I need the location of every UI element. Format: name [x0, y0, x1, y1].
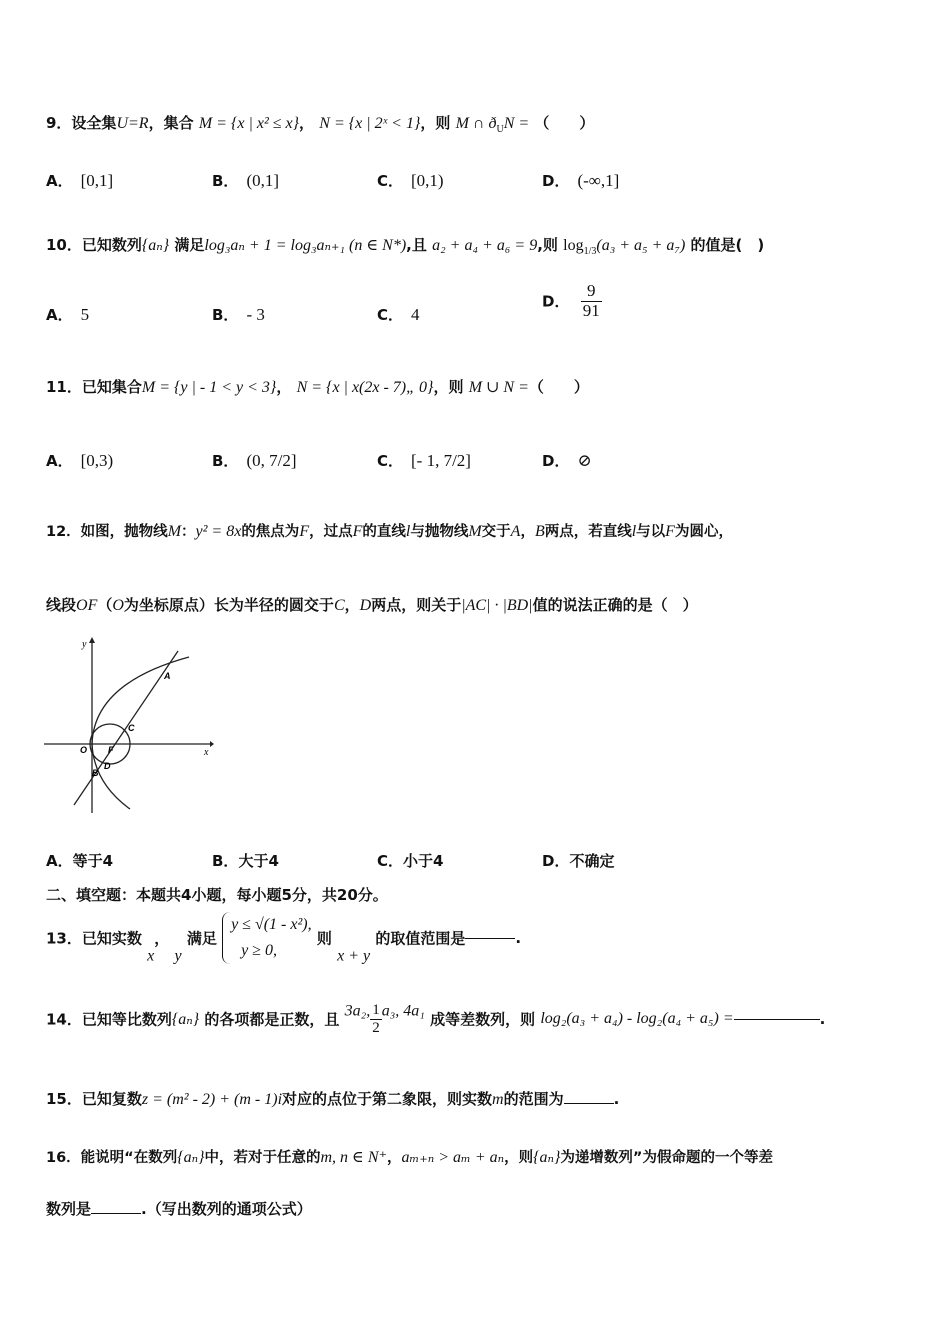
point-b-label: B: [92, 768, 99, 778]
q11-set-m: M = {y | - 1 < y < 3}: [141, 379, 277, 396]
q15-stem: 15．已知复数z = (m² - 2) + (m - 1)i对应的点位于第二象限，则实数m的范围为 .: [46, 1090, 620, 1108]
y-label: y: [82, 639, 87, 650]
line-l: [74, 651, 178, 805]
y-axis-arrow: [89, 637, 95, 643]
x-label: x: [204, 747, 209, 758]
q11-option-c[interactable]: C． [- 1, 7/2]: [377, 451, 471, 470]
q13-answer-blank[interactable]: [465, 938, 515, 939]
q10-option-c[interactable]: C． 4: [377, 305, 420, 324]
point-a-label: A: [164, 671, 171, 681]
fraction-half: $\frac{1}{2}$: [372, 1002, 380, 1036]
q16-answer-blank[interactable]: [91, 1213, 141, 1214]
q15-answer-blank[interactable]: [564, 1103, 614, 1104]
q15-complex: z = (m² - 2) + (m - 1)i: [141, 1091, 283, 1108]
section-heading: 二、填空题：本题共4小题，每小题5分，共20分。: [46, 886, 388, 904]
fraction: $\frac{9}{91}$: [582, 281, 600, 320]
q16-stem-line2: 数列是 .（写出数列的通项公式）: [46, 1200, 312, 1218]
q13-stem: 13．已知实数 x， y 满足 y ≤ √(1 - x²), y ≥ 0, 则 x + y 的取值范围是 .: [46, 912, 521, 966]
q11-set-n: N = {x | x(2x - 7)„ 0}: [296, 379, 434, 396]
q12-option-b[interactable]: B．大于4: [212, 852, 279, 870]
q13-system: y ≤ √(1 - x²), y ≥ 0,: [222, 912, 312, 964]
x-axis-arrow: [210, 741, 214, 747]
q12-stem-line2: 线段OF（O为坐标原点）长为半径的圆交于C，D两点，则关于|AC| · |BD|值的说法正确的是（ ）: [46, 596, 698, 614]
q12-option-d[interactable]: D．不确定: [542, 852, 615, 870]
q10-option-a[interactable]: A． 5: [46, 305, 90, 324]
q11-stem: 11．已知集合M = {y | - 1 < y < 3}， N = {x | x(2x - 7)„ 0}，则 M ∪ N =（ ）: [46, 378, 589, 396]
q12-option-a[interactable]: A．等于4: [46, 852, 114, 870]
point-c-label: C: [128, 723, 135, 733]
q11-option-b[interactable]: B． (0, 7/2]: [212, 451, 297, 470]
q16-stem-line1: 16．能说明“在数列{aₙ}中，若对于任意的m, n ∈ N⁺，aₘ₊ₙ > aₘ + aₙ，则{aₙ}为递增数列”为假命题的一个等差: [46, 1149, 773, 1166]
q10-option-d[interactable]: D． $\frac{9}{91}$: [542, 281, 600, 320]
q9-option-c[interactable]: C． [0,1): [377, 171, 444, 190]
q12-stem-line1: 12．如图，抛物线M：y² = 8x的焦点为F，过点F的直线l与抛物线M交于A，B两点，若直线l与以F为圆心，: [46, 523, 733, 540]
q14-stem: 14．已知等比数列{aₙ} 的各项都是正数，且 3a₂, $\frac{1}{2}$ a₃, 4a₁ 成等差数列，则 log₂(a₃ + a₄) - log₂(a₄ + a₅) = .: [46, 1002, 826, 1036]
q10-stem: 10．已知数列{aₙ} 满足log₃aₙ + 1 = log₃aₙ₊₁ (n ∈ N*),且 a₂ + a₄ + a₆ = 9,则 $\log_{1/3}(a_3 + a_5 + a_7)$ 的值是( ): [46, 236, 765, 257]
parabola-figure: [44, 633, 214, 813]
q14-answer-blank[interactable]: [734, 1019, 820, 1020]
q9-option-b[interactable]: B． (0,1]: [212, 171, 280, 190]
q11-option-d[interactable]: D． ⊘: [542, 451, 592, 470]
q11-option-a[interactable]: A． [0,3): [46, 451, 114, 470]
parabola-curve: [92, 657, 189, 809]
point-d-label: D: [104, 761, 111, 771]
q9-option-a[interactable]: A． [0,1]: [46, 171, 114, 190]
q12-option-c[interactable]: C．小于4: [377, 852, 444, 870]
point-o-label: O: [80, 745, 88, 755]
q9-set-m: M = {x | x² ≤ x}: [198, 115, 300, 132]
q10-condition: log₃aₙ + 1 = log₃aₙ₊₁ (n ∈ N*): [204, 237, 407, 254]
point-f-label: F: [108, 745, 114, 755]
q10-option-b[interactable]: B． - 3: [212, 305, 265, 324]
q9-set-n: N = {x | 2ˣ < 1}: [319, 115, 421, 132]
q9-stem: 9．设全集U=R，集合 M = {x | x² ≤ x}， N = {x | 2ˣ < 1}，则 M ∩ $ð_UN$ = （ ）: [46, 114, 595, 135]
q9-option-d[interactable]: D． (-∞,1]: [542, 171, 620, 190]
